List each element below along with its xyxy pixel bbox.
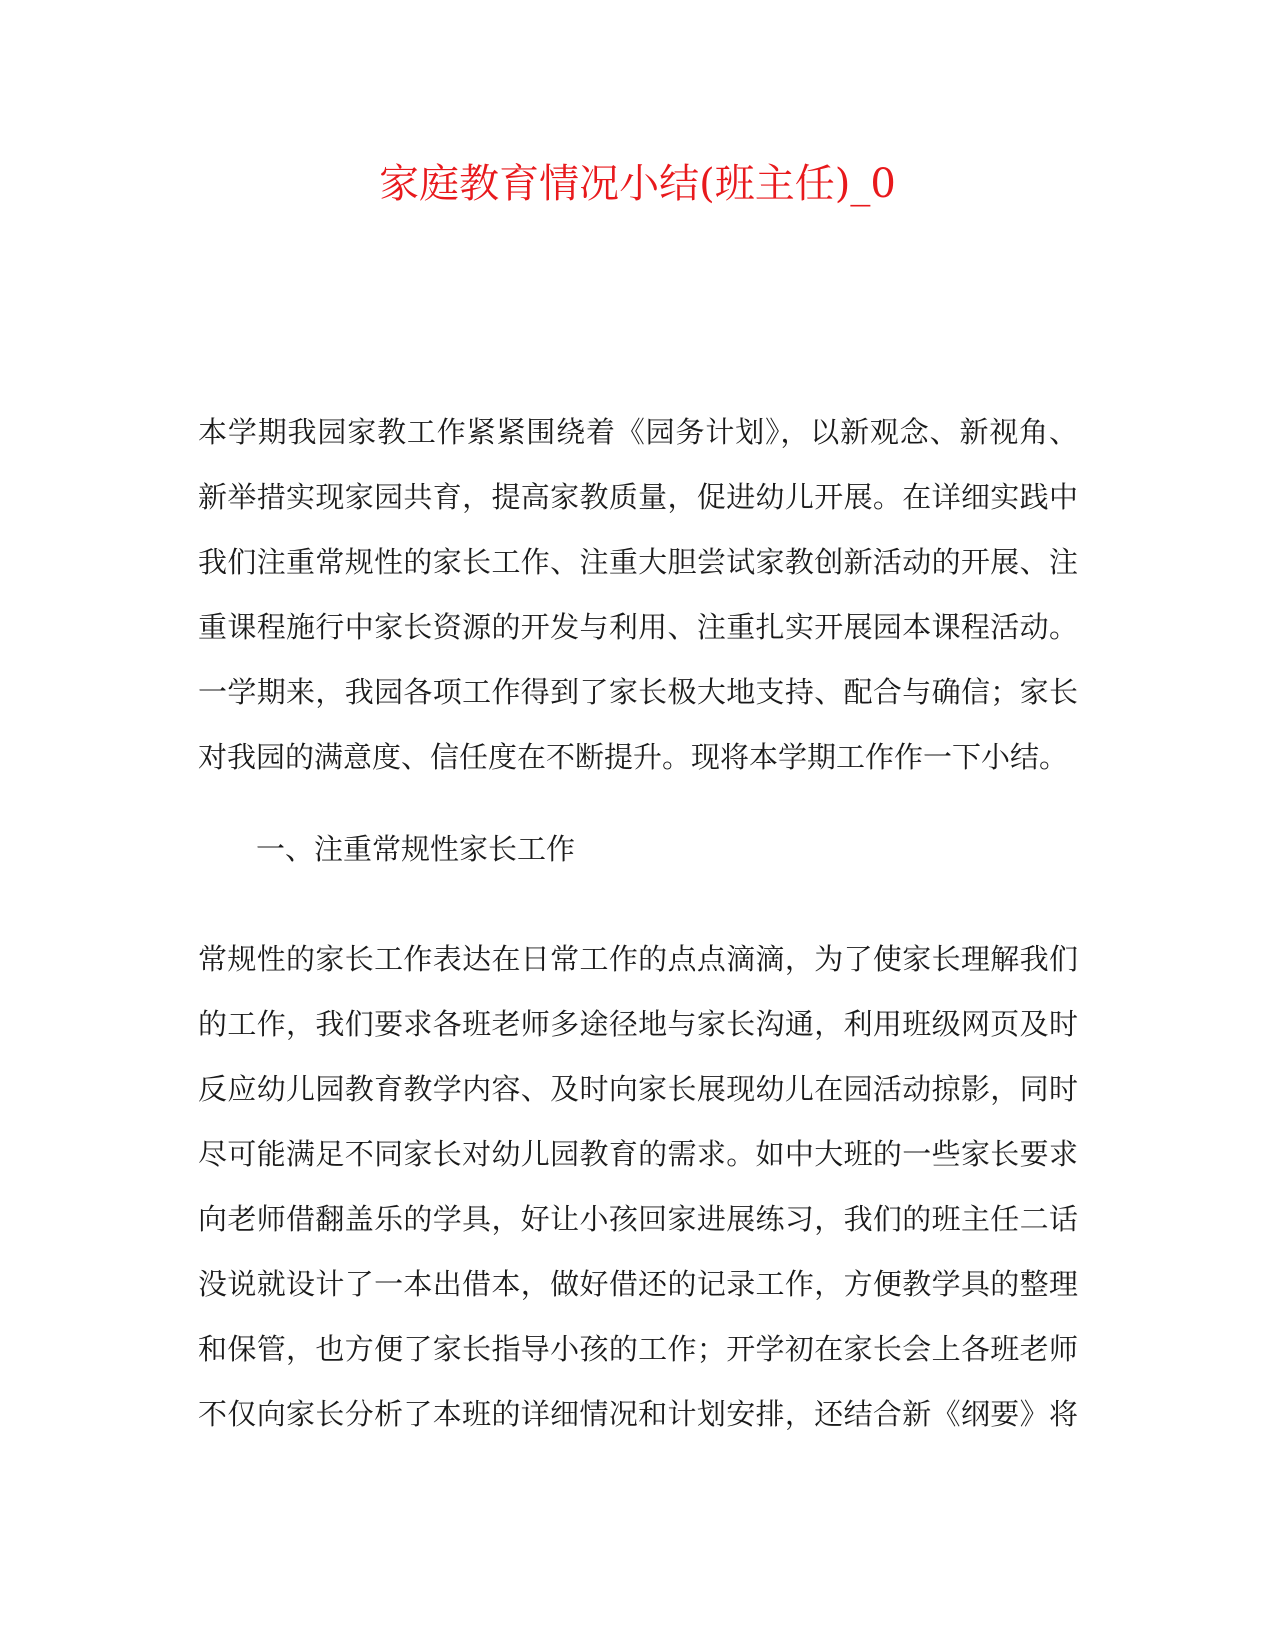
paragraph-line: 对我园的满意度、信任度在不断提升。现将本学期工作作一下小结。 xyxy=(198,740,1069,774)
section-heading: 一、注重常规性家长工作 xyxy=(256,832,576,866)
paragraph-line: 不仅向家长分析了本班的详细情况和计划安排，还结合新《纲要》将 xyxy=(198,1397,1078,1431)
paragraph-line: 尽可能满足不同家长对幼儿园教育的需求。如中大班的一些家长要求 xyxy=(198,1137,1078,1171)
paragraph-line: 的工作，我们要求各班老师多途径地与家长沟通，利用班级网页及时 xyxy=(198,1007,1078,1041)
paragraph-line: 新举措实现家园共育，提高家教质量，促进幼儿开展。在详细实践中 xyxy=(198,480,1078,514)
paragraph-line: 一学期来，我园各项工作得到了家长极大地支持、配合与确信；家长 xyxy=(198,675,1078,709)
document-title: 家庭教育情况小结(班主任)_0 xyxy=(379,161,896,207)
paragraph-line: 重课程施行中家长资源的开发与利用、注重扎实开展园本课程活动。 xyxy=(198,610,1078,644)
paragraph-line: 我们注重常规性的家长工作、注重大胆尝试家教创新活动的开展、注 xyxy=(198,545,1078,579)
body-paragraph xyxy=(198,927,1078,1447)
paragraph-line: 常规性的家长工作表达在日常工作的点点滴滴，为了使家长理解我们 xyxy=(198,942,1078,976)
intro-paragraph xyxy=(198,400,1078,790)
paragraph-line: 和保管，也方便了家长指导小孩的工作；开学初在家长会上各班老师 xyxy=(198,1332,1078,1366)
paragraph-line: 反应幼儿园教育教学内容、及时向家长展现幼儿在园活动掠影，同时 xyxy=(198,1072,1078,1106)
paragraph-line: 没说就设计了一本出借本，做好借还的记录工作，方便教学具的整理 xyxy=(198,1267,1078,1301)
paragraph-line: 本学期我园家教工作紧紧围绕着《园务计划》，以新观念、新视角、 xyxy=(198,415,1078,449)
paragraph-line: 向老师借翻盖乐的学具，好让小孩回家进展练习，我们的班主任二话 xyxy=(198,1202,1078,1236)
